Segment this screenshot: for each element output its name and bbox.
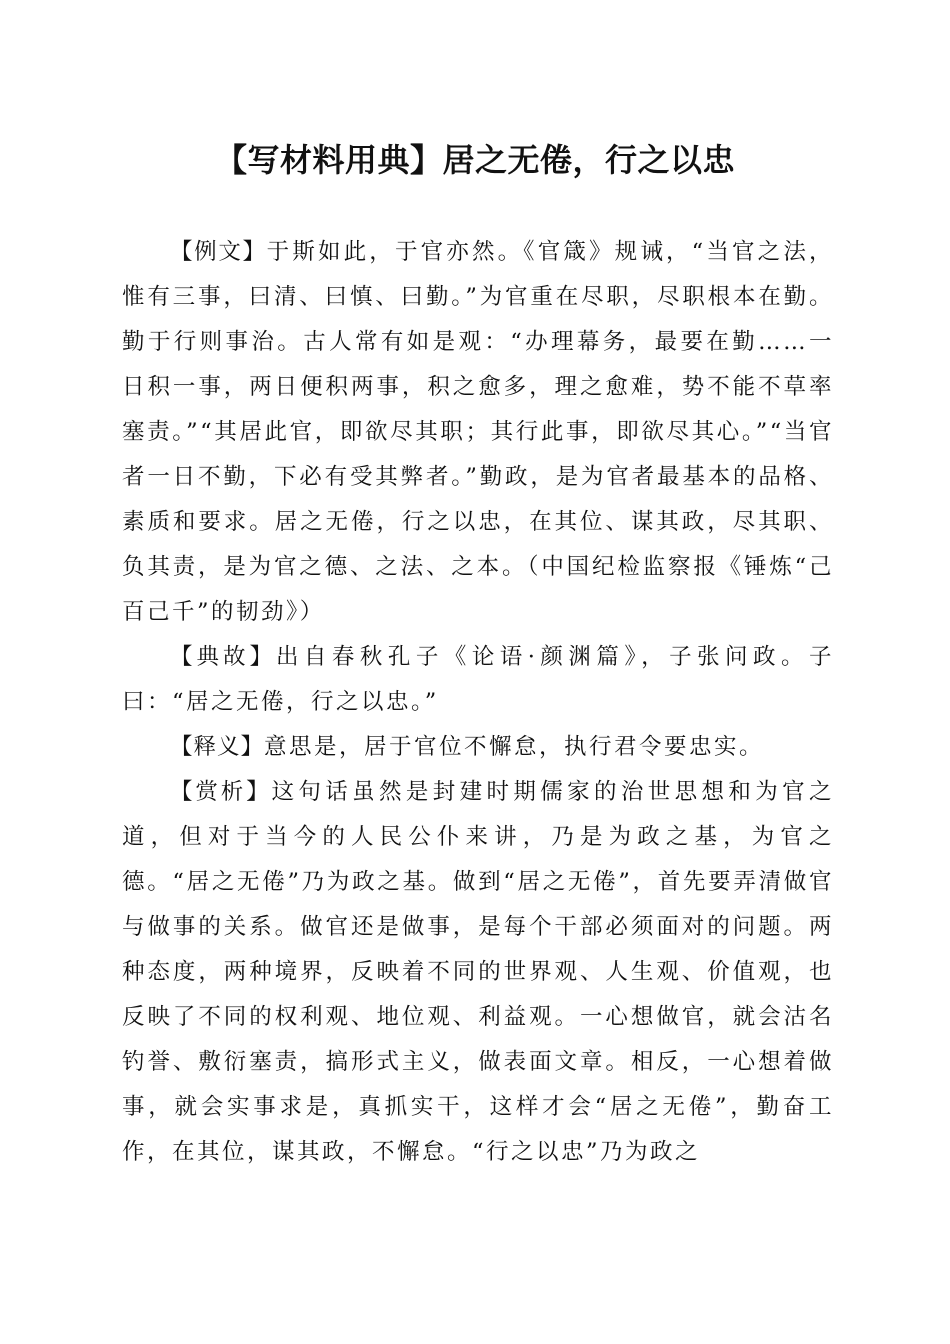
- paragraph-meaning: [122, 725, 834, 770]
- document-title: 【写材料用典】居之无倦，行之以忠: [214, 141, 735, 179]
- paragraph-text: 意思是，居于官位不懈怠，执行君令要忠实。: [264, 734, 765, 760]
- document-body: [122, 230, 834, 1175]
- paragraph-tag: 【释义】: [170, 734, 265, 760]
- paragraph-tag: 【典故】: [170, 644, 276, 670]
- paragraph-allusion: [122, 635, 834, 725]
- paragraph-text: 这句话虽然是封建时期儒家的治世思想和为官之道，但对于当今的人民公仆来讲，乃是为政之基，为官之德。“居之无倦”乃为政之基。做到“居之无倦”，首先要弄清做官与做事的关系。做官还是做事，是每个干部必须面对的问题。两种态度，两种境界，反映着不同的世界观、人生观、价值观，也反映了不同的权利观、地位观、利益观。一心想做官，就会沽名钓誉、敷衍塞责，搞形式主义，做表面文章。相反，一心想着做事，就会实事求是，真抓实干，这样才会“居之无倦”，勤奋工作，在其位，谋其政，不懈怠。“行之以忠”乃为政之: [122, 779, 834, 1165]
- paragraph-analysis: [122, 770, 834, 1175]
- paragraph-tag: 【赏析】: [170, 779, 272, 805]
- paragraph-tag: 【例文】: [170, 239, 267, 265]
- paragraph-example: [122, 230, 834, 635]
- paragraph-text: 出自春秋孔子《论语·颜渊篇》，子张问政。子曰：“居之无倦，行之以忠。”: [122, 644, 834, 715]
- paragraph-text: 于斯如此，于官亦然。《官箴》规诫，“当官之法，惟有三事，曰清、曰慎、曰勤。”为官重在尽职，尽职根本在勤。勤于行则事治。古人常有如是观：“办理幕务，最要在勤……一日积一事，两日便积两事，积之愈多，理之愈难，势不能不草率塞责。”“其居此官，即欲尽其职；其行此事，即欲尽其心。”“当官者一日不勤，下必有受其弊者。”勤政，是为官者最基本的品格、素质和要求。居之无倦，行之以忠，在其位、谋其政，尽其职、负其责，是为官之德、之法、之本。（中国纪检监察报《锤炼“己百己千”的韧劲》）: [122, 239, 834, 625]
